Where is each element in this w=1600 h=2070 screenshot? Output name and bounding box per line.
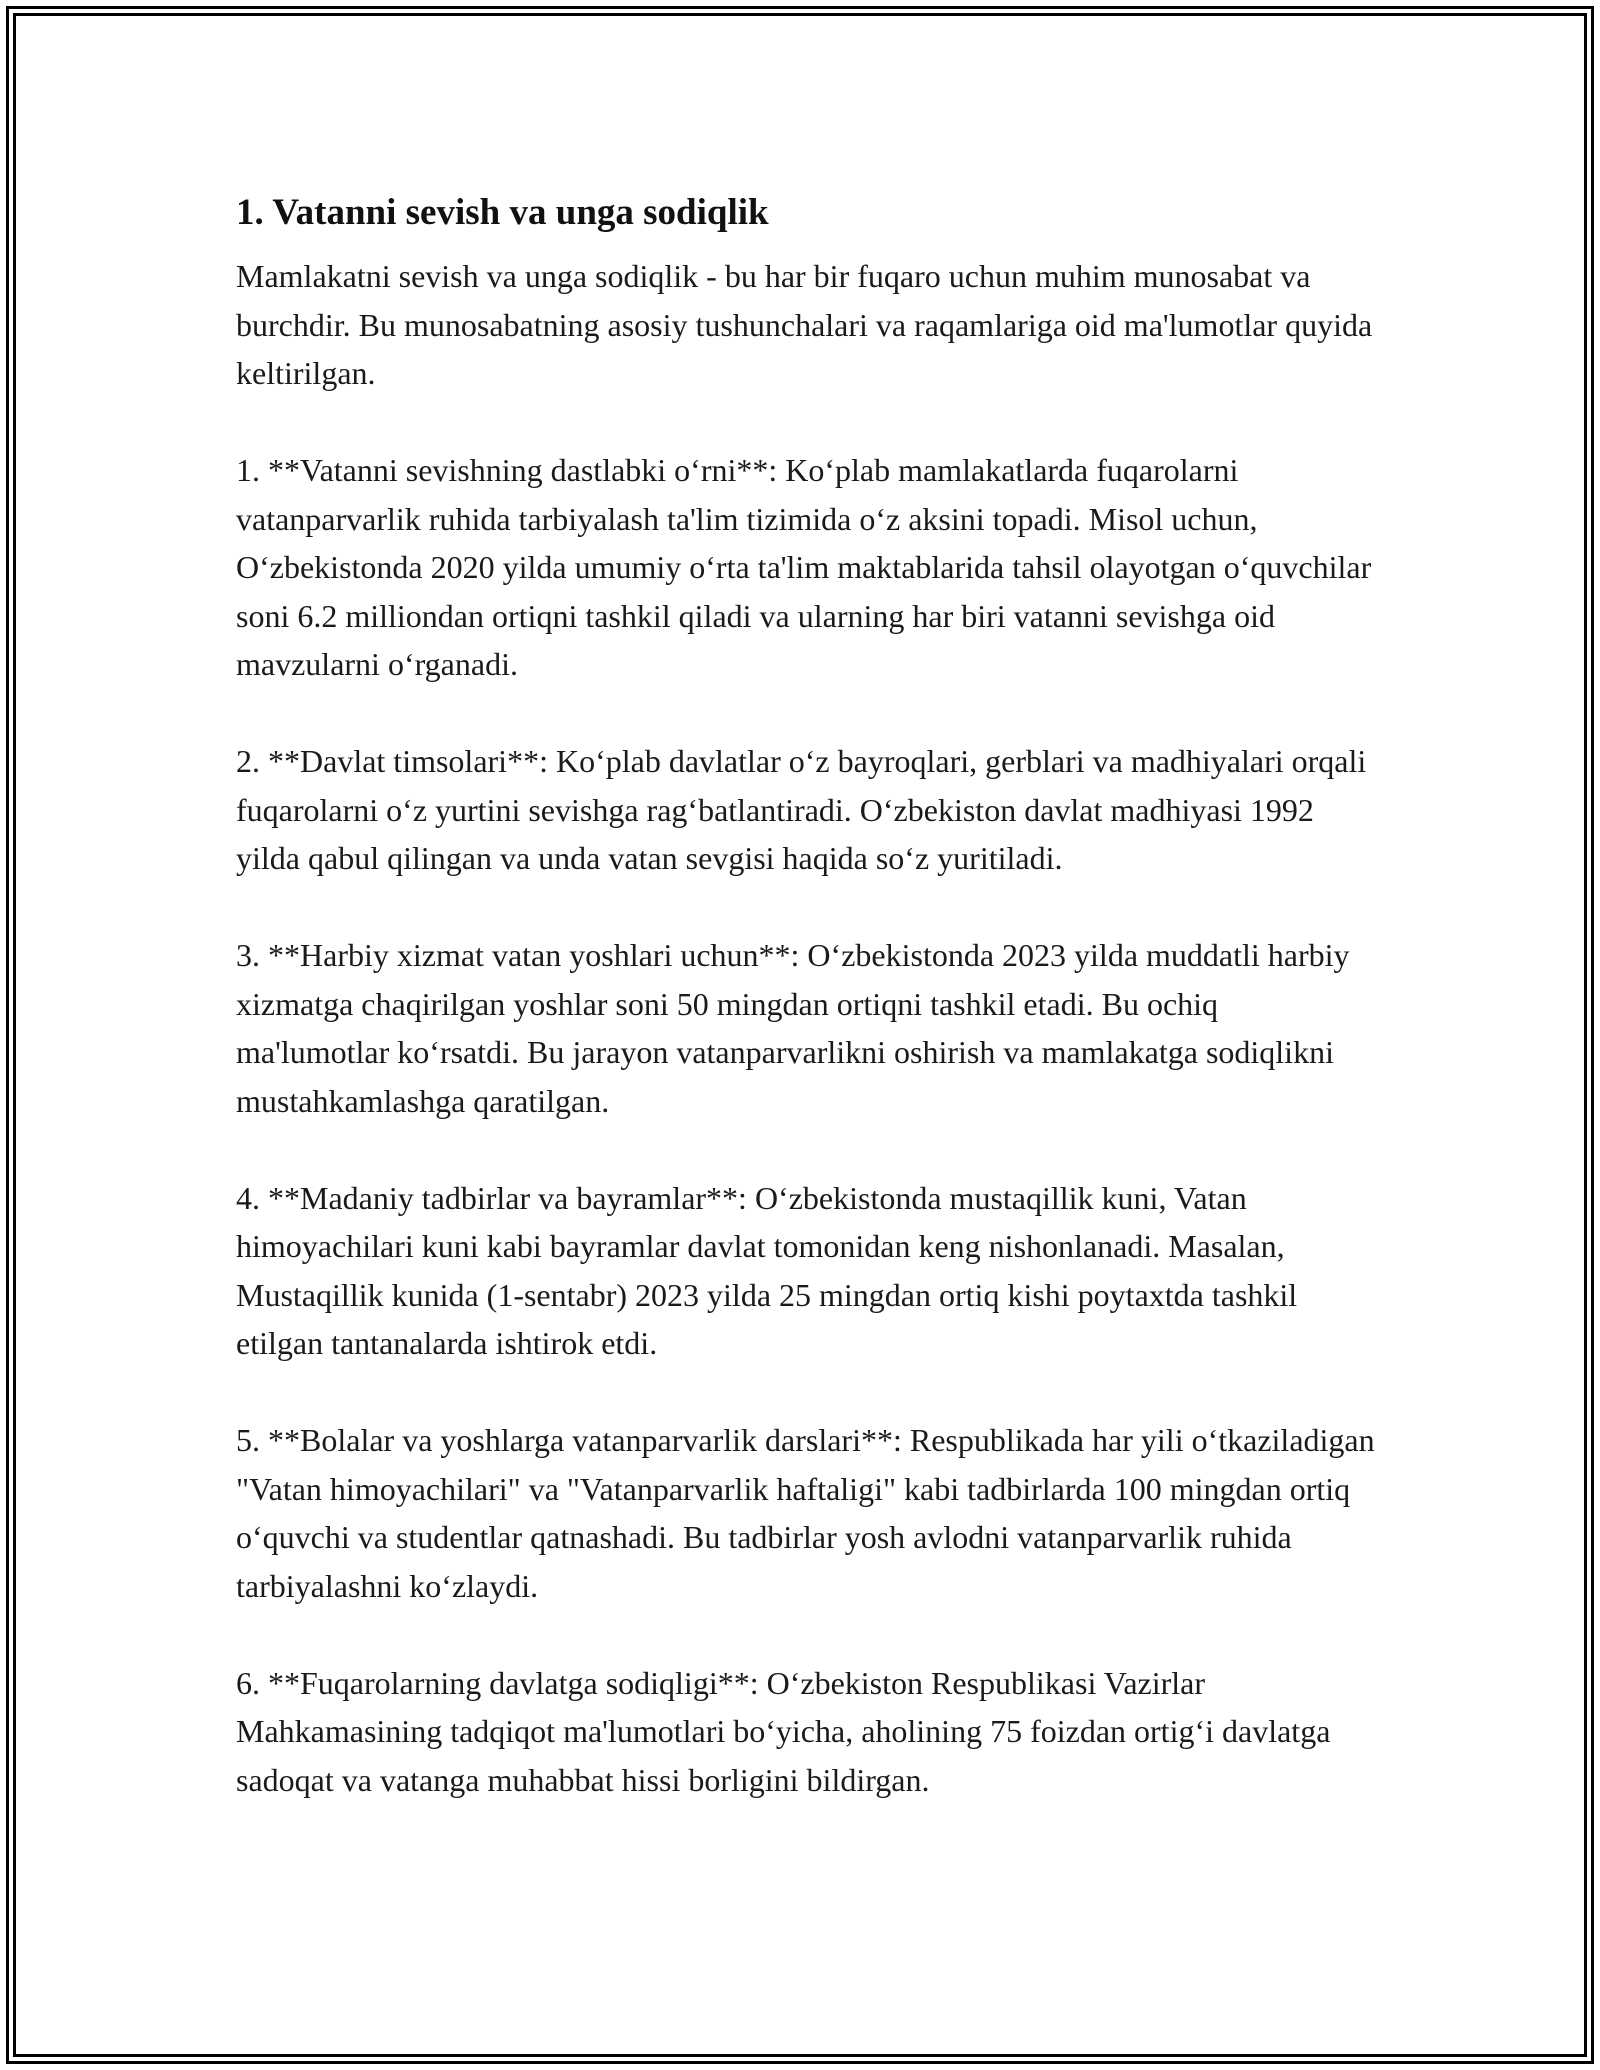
list-item-5: 5. **Bolalar va yoshlarga vatanparvarlik darslari**: Respublikada har yili o‘tkaziladigan "Vatan himoyachilari" va "Vatanparvarlik haftaligi" kabi tadbirlarda 100 mingdan ortiq o‘quvchi va studentlar qatnashadi. Bu tadbirlar yosh avlodni vatanparvarlik ruhida tarbiyalashni ko‘zlaydi.: [236, 1422, 1375, 1604]
list-item-1: 1. **Vatanni sevishning dastlabki o‘rni**: Ko‘plab mamlakatlarda fuqarolarni vatanparvarlik ruhida tarbiyalash ta'lim tizimida o‘z aksini topadi. Misol uchun, O‘zbekistonda 2020 yilda umumiy o‘rta ta'lim maktablarida tahsil olayotgan o‘quvchilar soni 6.2 milliondan ortiqni tashkil qiladi va ularning har biri vatanni sevishga oid mavzularni o‘rganadi.: [236, 452, 1372, 682]
list-item-6: 6. **Fuqarolarning davlatga sodiqligi**: O‘zbekiston Respublikasi Vazirlar Mahkamasining tadqiqot ma'lumotlari bo‘yicha, aholining 75 foizdan ortig‘i davlatga sadoqat va vatanga muhabbat hissi borligini bildirgan.: [236, 1664, 1331, 1798]
section-title: 1. Vatanni sevish va unga sodiqlik: [236, 192, 769, 233]
list-item-4: 4. **Madaniy tadbirlar va bayramlar**: O‘zbekistonda mustaqillik kuni, Vatan himoyachilari kuni kabi bayramlar davlat tomonidan keng nishonlanadi. Masalan, Mustaqillik kunida (1-sentabr) 2023 yilda 25 mingdan ortiq kishi poytaxtda tashkil etilgan tantanalarda ishtirok etdi.: [236, 1179, 1298, 1361]
list-item-2: 2. **Davlat timsolari**: Ko‘plab davlatlar o‘z bayroqlari, gerblari va madhiyalari orqali fuqarolarni o‘z yurtini sevishga rag‘batlantiradi. O‘zbekiston davlat madhiyasi 1992 yilda qabul qilingan va unda vatan sevgisi haqida so‘z yuritiladi.: [236, 743, 1367, 876]
intro-paragraph: Mamlakatni sevish va unga sodiqlik - bu har bir fuqaro uchun muhim munosabat va burchdir. Bu munosabatning asosiy tushunchalari va raqamlariga oid ma'lumotlar quyida keltirilgan.: [236, 258, 1373, 391]
list-item-3: 3. **Harbiy xizmat vatan yoshlari uchun**: O‘zbekistonda 2023 yilda muddatli harbiy xizmatga chaqirilgan yoshlar soni 50 mingdan ortiqni tashkil etadi. Bu ochiq ma'lumotlar ko‘rsatdi. Bu jarayon vatanparvarlikni oshirish va mamlakatga sodiqlikni mustahkamlashga qaratilgan.: [236, 937, 1350, 1119]
document-body: [236, 182, 1376, 1853]
